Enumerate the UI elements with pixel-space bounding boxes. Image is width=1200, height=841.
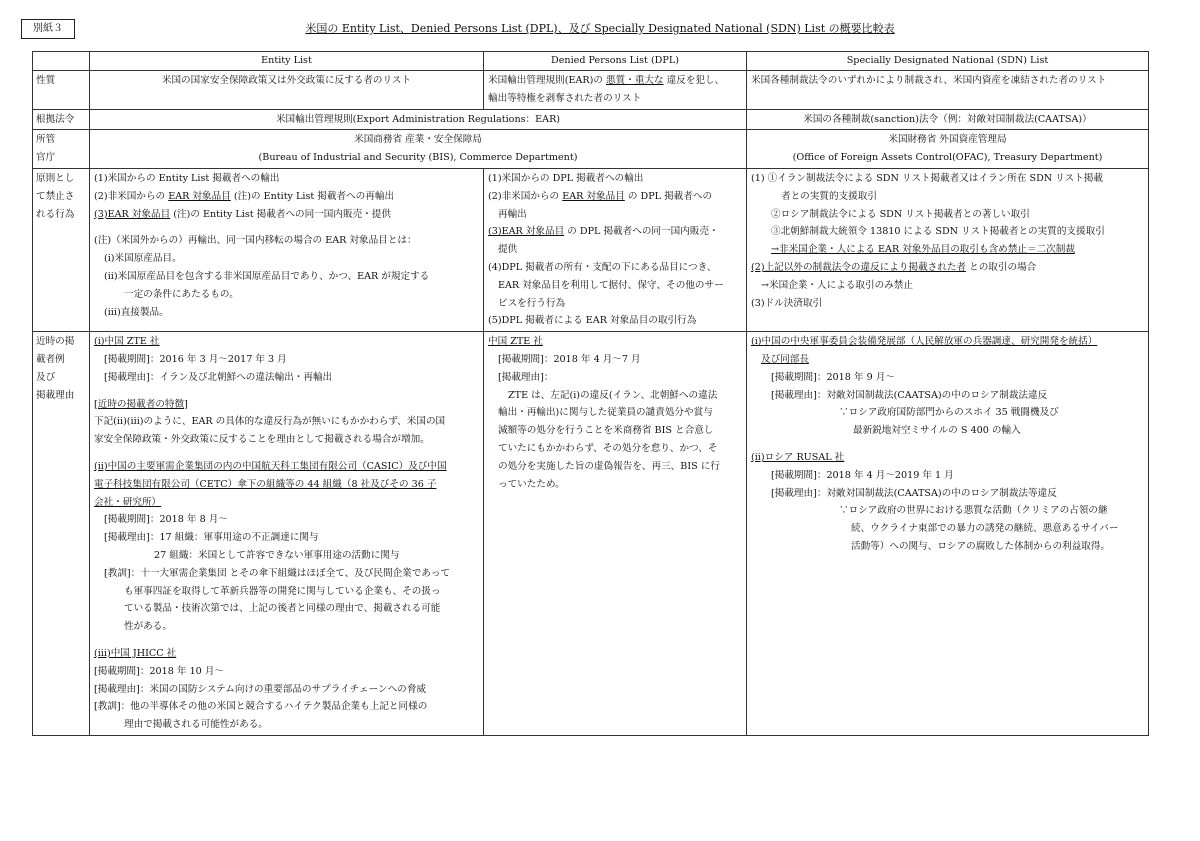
- text: の処分を実施した旨の虚偽報告を、再三、BIS に行: [498, 460, 720, 472]
- text: 家安全保障政策・外交政策に反することを理由として掲載される場合が増加。: [94, 434, 430, 446]
- text: [教訓]：他の半導体その他の米国と競合するハイテク製品企業も上記と同様の: [94, 701, 428, 713]
- underlined-text: EAR 対象品目: [562, 190, 625, 202]
- row-recent: [33, 332, 1149, 736]
- cell-nature-dpl: [484, 71, 747, 110]
- text: (注)の Entity List 掲載者への再輸出: [233, 190, 395, 202]
- text: (3)ドル決済取引: [751, 297, 823, 309]
- spacer: [94, 387, 479, 396]
- text-line: [488, 223, 742, 241]
- text: [掲載理由]：米国の国防システム向けの重要部品のサプライチェーンへの脅威: [94, 683, 426, 695]
- text: 一定の条件にあたるもの。: [124, 288, 239, 300]
- row-head-law: 根拠法令: [33, 109, 90, 130]
- text: も軍事四証を取得して革新兵器等の開発に関与している企業も、その扱っ: [124, 585, 441, 597]
- row-head-nature: 性質: [33, 71, 90, 110]
- cell-prohibited-dpl: [484, 168, 747, 331]
- page-title: 米国の Entity List、Denied Persons List (DPL)、及び Specially Designated National (SDN) List の概要比較表: [305, 22, 895, 35]
- text: 理由で掲載される可能性がある。: [124, 719, 268, 731]
- cell-recent-dpl: [484, 332, 747, 736]
- text: (i)中国の中央軍事委員会装備発展部（人民解放軍の兵器調達、研究開発を統括）: [751, 336, 1098, 348]
- text: (5)DPL 掲載者による EAR 対象品目の取引行為: [488, 315, 697, 327]
- text: [掲載理由]：: [498, 371, 554, 383]
- text: 米国輸出管理規則(EAR)の: [488, 75, 603, 86]
- dpl-nature-line2: 輸出等特権を剥奪された者のリスト: [488, 92, 642, 104]
- cell-agency-treasury: [747, 130, 1149, 169]
- underlined-text: (2)上記以外の制裁法令の違反により掲載された者: [751, 261, 967, 273]
- text: 及び: [36, 371, 56, 383]
- text: ∵ロシア政府国防部門からのスホイ 35 戦闘機及び: [839, 407, 1059, 419]
- text: 米国の国家安全保障政策又は外交政策に反する者のリスト: [161, 75, 412, 86]
- row-law: [33, 109, 1149, 130]
- cell-recent-sdn: [747, 332, 1149, 736]
- text: (1)米国からの DPL 掲載者への輸出: [488, 172, 644, 184]
- cell-law-ear: 米国輸出管理規則(Export Administration Regulations：EAR): [90, 109, 747, 130]
- text: ZTE は、左記(i)の違反(イラン、北朝鮮への違法: [508, 389, 718, 401]
- text: (Office of Foreign Assets Control(OFAC), Treasury Department): [792, 152, 1103, 164]
- text: っていたため。: [498, 478, 565, 490]
- row-head-recent: [33, 332, 90, 736]
- text: (Bureau of Industrial and Security (BIS), Commerce Department): [258, 152, 578, 164]
- cell-nature-entity: [90, 71, 484, 110]
- text: 者との実質的支援取引: [781, 190, 877, 202]
- row-prohibited: [33, 168, 1149, 331]
- text: 減額等の処分を行うことを米商務省 BIS と合意し: [498, 425, 714, 437]
- underlined-text: EAR 対象品目: [168, 190, 231, 202]
- column-header-dpl: Denied Persons List (DPL): [484, 52, 747, 71]
- cell-law-sdn: 米国の各種制裁(sanction)法令（例：対敵対国制裁法(CAATSA)）: [747, 109, 1149, 130]
- text: [教訓]：十一大軍需企業集団 とその傘下組織はほぼ全て、及び民間企業であって: [104, 567, 451, 579]
- text: [掲載理由]：対敵対国制裁法(CAATSA)の中のロシア制裁法違反: [771, 389, 1048, 401]
- text: ていたにもかかわらず、その処分を怠り、かつ、そ: [498, 442, 718, 454]
- text-line: [488, 188, 742, 206]
- text-line: [751, 259, 1144, 277]
- text: 近時の掲: [36, 336, 75, 348]
- spacer: [94, 223, 479, 232]
- text: ビスを行う行為: [498, 297, 566, 309]
- text: [掲載期間]：2018 年 9 月～: [771, 371, 895, 383]
- attachment-label: 別紙３: [21, 19, 75, 39]
- text: (1) ①イラン制裁法令による SDN リスト掲載者又はイラン所在 SDN リスト掲載: [751, 172, 1103, 184]
- text: 及び同部長: [761, 353, 809, 365]
- text: 27 組織：米国として許容できない軍事用途の活動に関与: [154, 549, 400, 561]
- comparison-table: [32, 51, 1149, 736]
- text: 提供: [498, 244, 518, 256]
- text: れる行為: [36, 208, 75, 220]
- text: (2)非米国からの: [94, 190, 166, 202]
- underlined-text: →非米国企業・人による EAR 対象外品目の取引も含め禁止＝二次制裁: [771, 244, 1075, 256]
- text: (ii)ロシア RUSAL 社: [751, 451, 845, 463]
- text: 米国各種制裁法令のいずれかにより制裁され、米国内資産を凍結された者のリスト: [751, 75, 1107, 86]
- row-head-agency: [33, 130, 90, 169]
- text: 違反を犯し、: [666, 75, 725, 86]
- column-header-entity-list: Entity List: [90, 52, 484, 71]
- text: [掲載理由]：17 組織：軍事用途の不正調達に関与: [104, 532, 319, 544]
- text: (i)中国 ZTE 社: [94, 336, 160, 348]
- text: (1)米国からの Entity List 掲載者への輸出: [94, 172, 280, 184]
- text: 再輸出: [498, 208, 527, 220]
- underlined-text: (3)EAR 対象品目: [94, 208, 171, 220]
- text: (ii)中国の主要軍需企業集団の内の中国航天科工集団有限公司（CASIC）及び中国: [94, 460, 447, 472]
- text: ∵ロシア政府の世界における悪質な活動（クリミアの占領の継: [839, 505, 1108, 517]
- text: ている製品・技術次第では、上記の後者と同様の理由で、掲載される可能: [124, 603, 441, 615]
- cell-recent-entity: [90, 332, 484, 736]
- text: 輸出・再輸出)に関与した従業員の譴責処分や賞与: [498, 407, 713, 419]
- text: (iii)直接製品。: [104, 306, 169, 318]
- text: 続、ウクライナ東部での暴力の誘発の継続、悪意あるサイバー: [851, 523, 1119, 535]
- text: の DPL 掲載者への: [627, 190, 713, 202]
- text: [近時の掲載者の特徴]: [94, 398, 188, 410]
- text: ②ロシア制裁法令による SDN リスト掲載者との著しい取引: [771, 208, 1030, 220]
- cell-prohibited-sdn: [747, 168, 1149, 331]
- text: 最新鋭地対空ミサイルの S 400 の輸入: [853, 425, 1021, 437]
- text: 下記(ii)(iii)のように、EAR の具体的な違反行為が無いにもかかわらず、米国の国: [94, 416, 446, 428]
- text: [掲載期間]：2018 年 4 月～7 月: [498, 353, 641, 365]
- text: [掲載期間]：2018 年 10 月～: [94, 665, 225, 677]
- text: (4)DPL 掲載者の所有・支配の下にある品目につき、: [488, 261, 717, 273]
- spacer: [751, 440, 1144, 449]
- text: との取引の場合: [969, 261, 1037, 273]
- text: 中国 ZTE 社: [488, 336, 543, 348]
- column-header-sdn: Specially Designated National (SDN) List: [747, 52, 1149, 71]
- cell-agency-commerce: [90, 130, 747, 169]
- text: 掲載理由: [36, 389, 75, 401]
- corner-cell: [33, 52, 90, 71]
- text-line: [94, 206, 479, 224]
- text: の DPL 掲載者への同一国内販売・: [567, 226, 719, 238]
- spacer: [94, 636, 479, 645]
- text: (注)（米国外からの）再輸出、同一国内移転の場合の EAR 対象品目とは：: [94, 235, 417, 247]
- text: (ii)米国原産品目を包含する非米国原産品目であり、かつ、EAR が規定する: [104, 270, 430, 282]
- cell-nature-sdn: [747, 71, 1149, 110]
- text: [掲載理由]：イラン及び北朝鮮への違法輸出・再輸出: [104, 371, 333, 383]
- text: 官庁: [36, 152, 56, 164]
- text: 活動等）への関与、ロシアの腐敗した体制からの利益取得。: [851, 540, 1111, 552]
- text: 会社・研究所）: [94, 496, 162, 508]
- text: て禁止さ: [36, 190, 75, 202]
- text: →米国企業・人による取引のみ禁止: [761, 279, 913, 291]
- row-nature: [33, 71, 1149, 110]
- text: 所管: [36, 134, 56, 146]
- cell-prohibited-entity: [90, 168, 484, 331]
- row-head-prohibited: [33, 168, 90, 331]
- text: (注)の Entity List 掲載者への同一国内販売・提供: [173, 208, 391, 220]
- dpl-nature-line1: [488, 72, 742, 90]
- text: (i)米国原産品目。: [104, 253, 182, 265]
- text: [掲載期間]：2018 年 4 月～2019 年 1 月: [771, 469, 954, 481]
- text: 米国商務省 産業・安全保障局: [354, 134, 482, 146]
- header-row: [33, 52, 1149, 71]
- underlined-text: (3)EAR 対象品目: [488, 226, 565, 238]
- text: 性がある。: [124, 621, 172, 633]
- text: (iii)中国 JHICC 社: [94, 647, 177, 659]
- text: 米国財務省 外国資産管理局: [888, 134, 1007, 146]
- text: (2)非米国からの: [488, 190, 560, 202]
- spacer: [94, 449, 479, 458]
- text: [掲載理由]：対敵対国制裁法(CAATSA)の中のロシア制裁法等違反: [771, 487, 1057, 499]
- text: ③北朝鮮制裁大統領令 13810 による SDN リスト掲載者との実質的支援取引: [771, 226, 1105, 238]
- text: 電子科技集団有限公司（CETC）傘下の組織等の 44 組織（8 社及びその 36 子: [94, 478, 437, 490]
- text: 原則とし: [36, 172, 75, 184]
- row-agency: [33, 130, 1149, 169]
- text: [掲載期間]：2018 年 8 月～: [104, 514, 228, 526]
- text: EAR 対象品目を利用して据付、保守、その他のサー: [498, 279, 724, 291]
- text: 載者例: [36, 353, 65, 365]
- underlined-text: 悪質・重大な: [606, 75, 664, 86]
- text: [掲載期間]：2016 年 3 月～2017 年 3 月: [104, 353, 287, 365]
- text-line: [94, 188, 479, 206]
